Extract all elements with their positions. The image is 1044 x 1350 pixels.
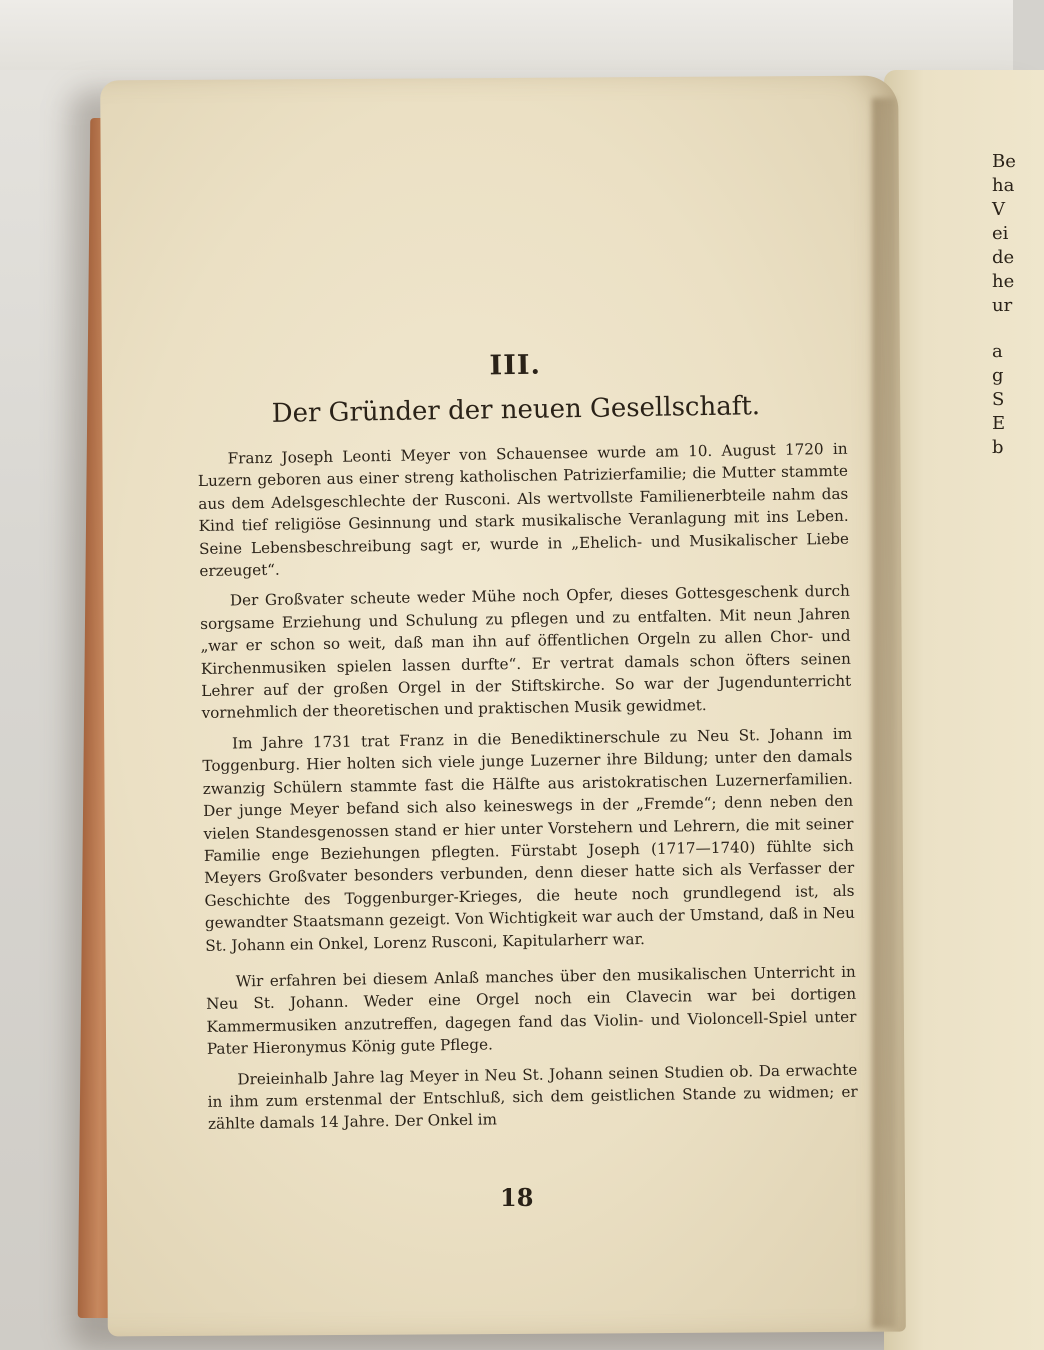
page-number: 18 bbox=[500, 1183, 534, 1212]
chapter-number: III. bbox=[489, 349, 542, 382]
paragraph: Im Jahre 1731 trat Franz in die Benediktinerschule zu Neu St. Johann im Toggenburg. Hier holten sich viele junge Luzerner ihre Bildung; unter den damals zwanzig Schülern stammte fast die Hälfte aus aristokratischen Luzernerfamilien. Der junge Meyer befand sich also keineswegs in der „Fremde“; denn neben den vielen Standesgenossen stand er hier unter Vorstehern und Lehrern, die mit seiner Familie enge Beziehungen pflegten. Fürstabt Joseph (1717—1740) fühlte sich Meyers Großvater besonders verbunden, denn dieser hatte sich als Verfasser der Geschichte des Toggenburger-Krieges, die heute noch grundlegend ist, als gewandter Staatsmann gezeigt. Von Wichtigkeit war auch der Umstand, daß in Neu St. Johann ein Onkel, Lorenz Rusconi, Kapitularherr war. bbox=[202, 724, 855, 955]
paragraph: Der Großvater scheute weder Mühe noch Opfer, dieses Gottesgeschenk durch sorgsame Erziehung und Schulung zu pflegen und zu entfalten. Mit neun Jahren „war er schon so weit, daß man ihn auf öffentlichen Orgeln zu allen Chor- und Kirchenmusiken spielen lassen durfte“. Er vertrat damals schon öfters seinen Lehrer auf der großen Orgel in der Stiftskirche. So war der Jugendunterricht vornehmlich der theoretischen und praktischen Musik gewidmet. bbox=[200, 582, 852, 723]
facing-line: de bbox=[992, 247, 1015, 268]
facing-line: b bbox=[992, 437, 1004, 458]
facing-line: E bbox=[992, 413, 1006, 434]
chapter-title: Der Gründer der neuen Gesellschaft. bbox=[271, 391, 761, 429]
page-gutter bbox=[872, 98, 896, 1328]
facing-line: V bbox=[992, 199, 1005, 220]
facing-page-text bbox=[992, 150, 1022, 460]
paragraph: Dreieinhalb Jahre lag Meyer in Neu St. Johann seinen Studien ob. Da erwachte in ihm zum erstenmal der Entschluß, sich dem geistlichen Stande zu widmen; er zählte damals 14 Jahre. Der Onkel im bbox=[207, 1060, 858, 1134]
facing-line: ei bbox=[992, 223, 1009, 244]
facing-line: he bbox=[992, 271, 1015, 292]
paragraph: Franz Joseph Leonti Meyer von Schauensee wurde am 10. August 1720 in Luzern geboren aus einer streng katholischen Patrizierfamilie; die Mutter stammte aus dem Adelsgeschlechte der Rusconi. Als wertvollste Familienerbteile nahm das Kind tief religiöse Gesinnung und stark musikalische Veranlagung mit ins Leben. Seine Lebensbeschreibung sagt er, wurde in „Ehelich- und Musikalischer Liebe erzeuget“. bbox=[197, 439, 850, 581]
page-content bbox=[196, 345, 858, 1144]
facing-line: g bbox=[992, 365, 1004, 386]
facing-line: S bbox=[992, 389, 1005, 410]
facing-line: ha bbox=[992, 175, 1015, 196]
facing-line: a bbox=[992, 341, 1003, 362]
body-text bbox=[197, 438, 858, 1136]
facing-line: ur bbox=[992, 295, 1013, 316]
paragraph: Wir erfahren bei diesem Anlaß manches über den musikalischen Unterricht in Neu St. Johann. Weder eine Orgel noch ein Clavecin war bei dortigen Kammermusiken anzutreffen, dagegen fand das Violin- und Violoncell-Spiel unter Pater Hieronymus König gute Pflege. bbox=[206, 962, 857, 1059]
background-paper bbox=[0, 0, 1013, 70]
facing-line: Be bbox=[992, 151, 1016, 172]
